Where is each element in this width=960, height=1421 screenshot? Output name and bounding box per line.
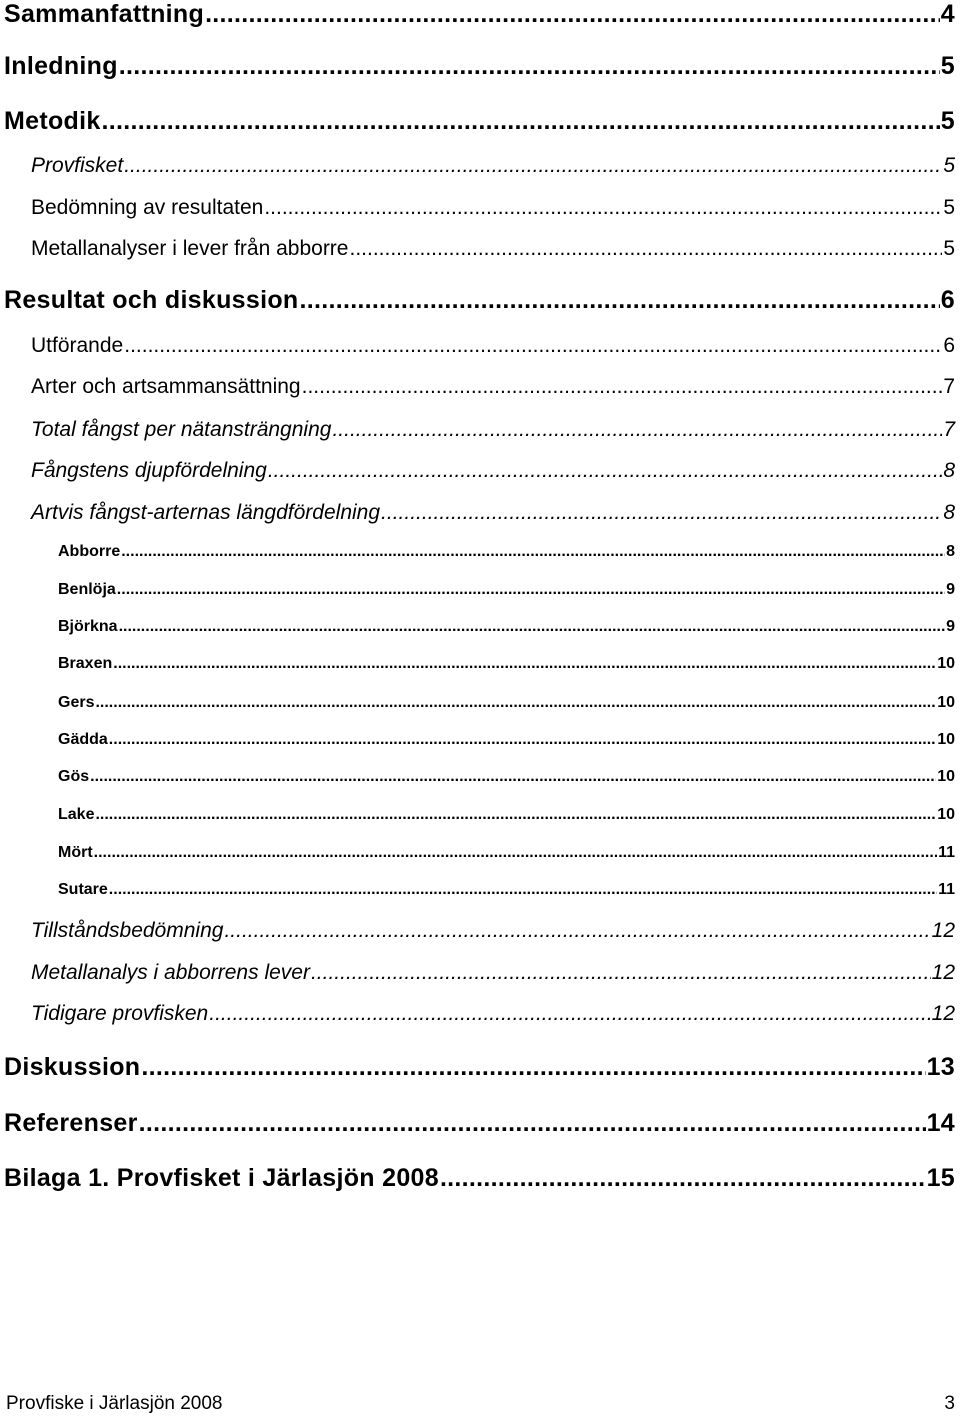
dot-leader [109, 881, 937, 899]
toc-entry-label: Utförande [31, 334, 124, 357]
toc-entry-page: 5 [943, 196, 955, 219]
toc-entry-page: 7 [943, 375, 955, 398]
dot-leader [224, 919, 930, 943]
dot-leader [332, 418, 942, 442]
toc-entry-page: 12 [931, 961, 955, 984]
toc-entry-page: 12 [931, 1002, 955, 1025]
dot-leader [124, 334, 942, 358]
toc-entry-djupfordelning[interactable] [0, 459, 960, 483]
toc-entry-label: Metodik [4, 107, 101, 135]
dot-leader [141, 1053, 925, 1082]
toc-entry-label: Benlöja [58, 581, 116, 598]
toc-entry-label: Gers [58, 694, 95, 711]
dot-leader [95, 694, 936, 712]
toc-entry-label: Metallanalys i abborrens lever [31, 961, 310, 984]
toc-entry-page: 8 [946, 543, 955, 560]
toc-entry-label: Sammanfattning [4, 0, 205, 28]
page-footer [0, 1393, 960, 1415]
toc-entry-label: Inledning [4, 52, 118, 80]
toc-entry-label: Artvis fångst-arternas längdfördelning [31, 501, 381, 524]
toc-entry-provfisket[interactable] [0, 154, 960, 178]
toc-entry-page: 5 [940, 107, 955, 135]
toc-entry-label: Fångstens djupfördelning [31, 459, 267, 482]
toc-entry-page: 6 [940, 286, 955, 314]
toc-entry-label: Sutare [58, 881, 108, 898]
toc-entry-page: 11 [938, 844, 955, 861]
toc-entry-label: Diskussion [4, 1053, 141, 1081]
dot-leader [94, 844, 937, 862]
toc-entry-label: Total fångst per nätansträngning [31, 418, 332, 441]
toc-entry-resultat[interactable] [0, 286, 960, 315]
dot-leader [268, 459, 942, 483]
toc-entry-page: 8 [943, 459, 955, 482]
toc-entry-label: Tillståndsbedömning [31, 919, 224, 942]
toc-entry-utforande[interactable] [0, 334, 960, 358]
dot-leader [311, 961, 931, 985]
toc-entry-page: 9 [946, 618, 955, 635]
toc-entry-label: Gädda [58, 731, 108, 748]
toc-entry-artvis-fangst[interactable] [0, 501, 960, 525]
toc-entry-label: Tidigare provfisken [31, 1002, 209, 1025]
toc-entry-page: 8 [943, 501, 955, 524]
dot-leader [302, 375, 943, 399]
toc-entry-metallanalyser[interactable] [0, 237, 960, 261]
toc-entry-page: 10 [937, 731, 955, 748]
toc-entry-total-fangst[interactable] [0, 418, 960, 442]
toc-entry-bjorkna[interactable] [0, 618, 960, 636]
dot-leader [109, 731, 936, 749]
dot-leader [102, 107, 940, 136]
dot-leader [117, 581, 945, 599]
dot-leader [119, 618, 946, 636]
toc-entry-label: Björkna [58, 618, 118, 635]
toc-entry-sutare[interactable] [0, 881, 960, 899]
toc-entry-label: Gös [58, 768, 90, 785]
dot-leader [264, 196, 942, 220]
toc-entry-page: 14 [926, 1109, 955, 1137]
toc-entry-metallanalys[interactable] [0, 961, 960, 985]
dot-leader [299, 286, 939, 315]
toc-entry-label: Arter och artsammansättning [31, 375, 301, 398]
toc-entry-page: 13 [926, 1053, 955, 1081]
toc-entry-page: 10 [937, 694, 955, 711]
dot-leader [209, 1002, 930, 1026]
toc-entry-abborre[interactable] [0, 543, 960, 561]
toc-entry-label: Lake [58, 806, 95, 823]
toc-entry-page: 10 [937, 806, 955, 823]
footer-title: Provfiske i Järlasjön 2008 [6, 1393, 223, 1414]
toc-entry-page: 9 [946, 581, 955, 598]
toc-entry-label: Braxen [58, 655, 113, 672]
toc-entry-label: Resultat och diskussion [4, 286, 299, 314]
dot-leader [113, 655, 936, 673]
toc-entry-page: 6 [943, 334, 955, 357]
dot-leader [440, 1164, 926, 1193]
toc-entry-page: 5 [943, 237, 955, 260]
toc-entry-braxen[interactable] [0, 655, 960, 673]
toc-entry-bilaga-1[interactable] [0, 1164, 960, 1193]
toc-entry-tidigare-provfisken[interactable] [0, 1002, 960, 1026]
toc-entry-bedomning[interactable] [0, 196, 960, 220]
toc-entry-page: 10 [937, 655, 955, 672]
toc-entry-tillstandsbedomning[interactable] [0, 919, 960, 943]
toc-entry-page: 7 [943, 418, 955, 441]
toc-entry-metodik[interactable] [0, 107, 960, 136]
toc-entry-inledning[interactable] [0, 52, 960, 81]
dot-leader [205, 0, 940, 29]
toc-entry-page: 11 [938, 881, 955, 898]
toc-entry-page: 5 [940, 52, 955, 80]
toc-entry-benloja[interactable] [0, 581, 960, 599]
toc-entry-label: Bilaga 1. Provfisket i Järlasjön 2008 [4, 1164, 439, 1192]
dot-leader [124, 154, 942, 178]
toc-entry-gos[interactable] [0, 768, 960, 786]
toc-entry-page: 12 [931, 919, 955, 942]
footer-page-number: 3 [944, 1393, 955, 1414]
toc-entry-diskussion[interactable] [0, 1053, 960, 1082]
dot-leader [95, 806, 936, 824]
dot-leader [139, 1109, 926, 1138]
toc-entry-mort[interactable] [0, 844, 960, 862]
dot-leader [119, 52, 940, 81]
toc-entry-page: 15 [926, 1164, 955, 1192]
toc-entry-page: 5 [943, 154, 955, 177]
toc-entry-lake[interactable] [0, 806, 960, 824]
toc-entry-page: 10 [937, 768, 955, 785]
toc-entry-label: Referenser [4, 1109, 138, 1137]
toc-entry-sammanfattning[interactable] [0, 0, 960, 29]
dot-leader [121, 543, 945, 561]
toc-entry-label: Abborre [58, 543, 121, 560]
dot-leader [90, 768, 936, 786]
toc-entry-page: 4 [940, 0, 955, 28]
toc-entry-label: Provfisket [31, 154, 124, 177]
toc-entry-label: Bedömning av resultaten [31, 196, 264, 219]
toc-entry-arter[interactable] [0, 375, 960, 399]
toc-entry-gers[interactable] [0, 694, 960, 712]
toc-entry-referenser[interactable] [0, 1109, 960, 1138]
toc-entry-gadda[interactable] [0, 731, 960, 749]
dot-leader [349, 237, 942, 261]
dot-leader [381, 501, 942, 525]
toc-entry-label: Metallanalyser i lever från abborre [31, 237, 349, 260]
toc-entry-label: Mört [58, 844, 93, 861]
